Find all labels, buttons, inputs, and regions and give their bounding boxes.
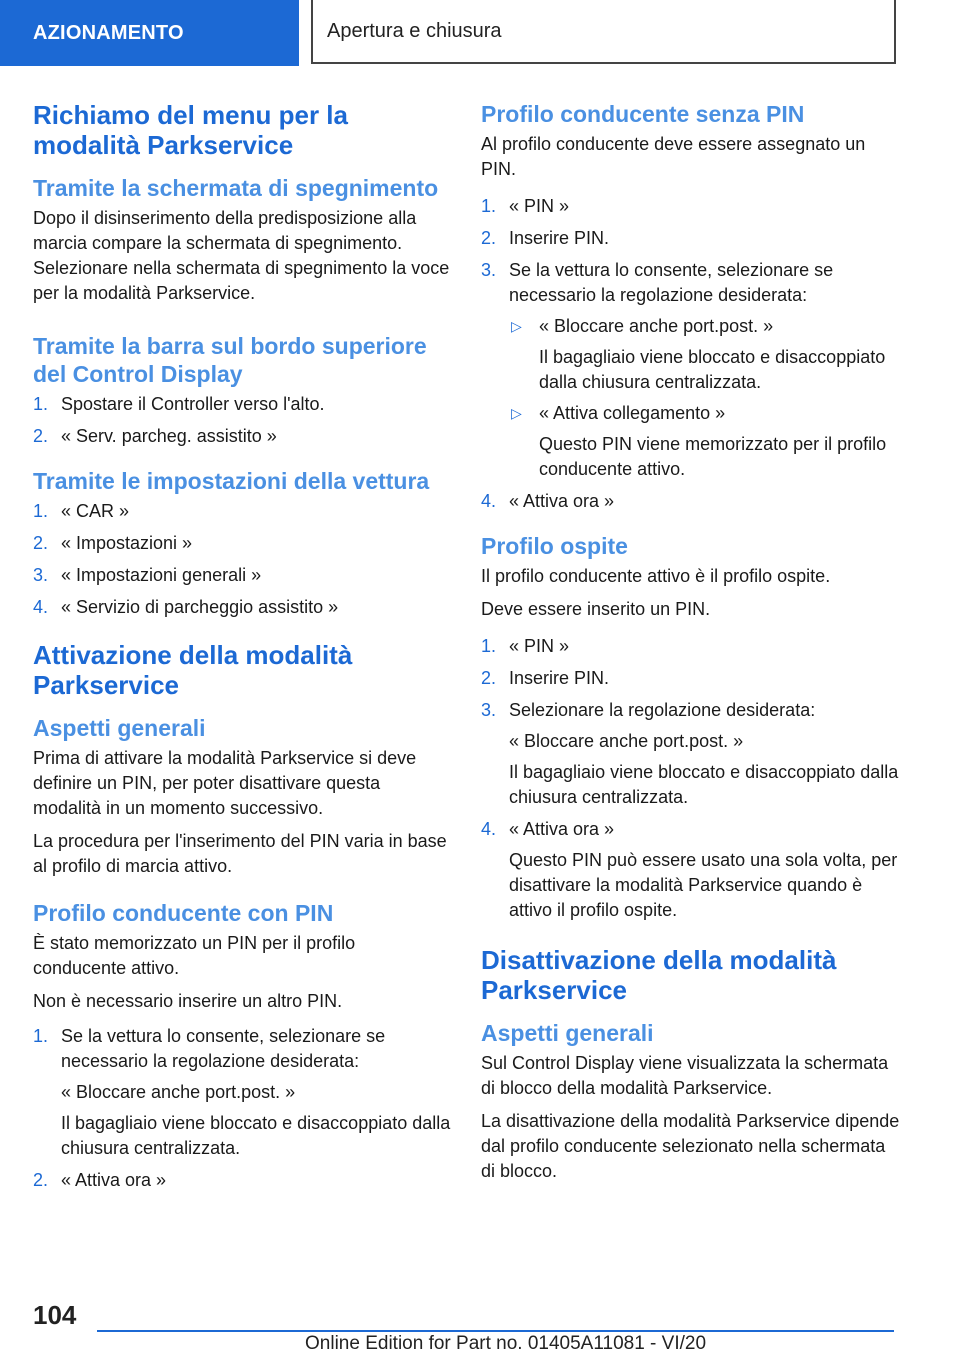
heading-menu-call: Richiamo del menu per la modalità Parkservice	[33, 100, 348, 160]
paragraph: Il profilo conducente attivo è il profilo ospite.	[481, 566, 831, 586]
paragraph: Dopo il disinserimento della predisposizione alla marcia compare la schermata di spegnimento. Selezionare nella schermata di spegnimento la voce per la modalità Parkservice.	[33, 208, 450, 303]
chapter-header	[311, 0, 896, 64]
triangle-bullet-icon: ▷	[511, 405, 522, 421]
option-item: ▷ « Bloccare anche port.post. » Il bagagliaio viene bloccato e disaccoppiato dalla chiusura centralizzata.	[511, 316, 886, 392]
step-number: 1.	[33, 1026, 49, 1046]
heading-deactivation: Disattivazione della modalità Parkservice	[481, 945, 837, 1005]
heading-top-bar: Tramite la barra sul bordo superiore del Control Display	[33, 333, 427, 387]
steps-list-settings	[33, 499, 453, 620]
edition-note: Online Edition for Part no. 01405A11081 - VI/20	[305, 1333, 707, 1354]
paragraph: La procedura per l'inserimento del PIN varia in base al profilo di marcia attivo.	[33, 831, 447, 876]
step-number: 4.	[33, 597, 49, 617]
step-number: 2.	[481, 668, 497, 688]
paragraph: Prima di attivare la modalità Parkservice si deve definire un PIN, per poter disattivare questa modalità in un momento successivo.	[33, 748, 417, 818]
section-label: AZIONAMENTO	[33, 21, 184, 44]
list-item: 1. « CAR »	[33, 499, 453, 524]
page-number: 104	[33, 1300, 77, 1330]
chapter-title: Apertura e chiusura	[327, 19, 502, 42]
list-item: 2. « Impostazioni »	[33, 531, 453, 556]
step-number: 4.	[481, 491, 497, 511]
paragraph: La disattivazione della modalità Parkservice dipende dal profilo conducente selezionato nella schermata di blocco.	[481, 1111, 900, 1181]
list-item: 4. « Servizio di parcheggio assistito »	[33, 595, 453, 620]
step-number: 2.	[33, 1170, 49, 1190]
steps-list-guest	[481, 634, 901, 923]
paragraph: Sul Control Display viene visualizzata la schermata di blocco della modalità Parkservice.	[481, 1053, 889, 1098]
right-column	[481, 100, 901, 1192]
option-list	[509, 314, 901, 482]
list-item: 2. Inserire PIN.	[481, 226, 901, 251]
steps-list-top-bar	[33, 392, 453, 449]
steps-list-with-pin	[33, 1024, 453, 1193]
paragraph: Al profilo conducente deve essere assegnato un PIN.	[481, 134, 866, 179]
triangle-bullet-icon: ▷	[511, 318, 522, 334]
list-item: 3. Selezionare la regolazione desiderata: « Bloccare anche port.post. » Il bagagliaio viene bloccato e disaccoppiato dalla chiusura centralizzata.	[481, 700, 899, 807]
step-number: 2.	[33, 533, 49, 553]
step-number: 2.	[33, 426, 49, 446]
step-number: 1.	[481, 636, 497, 656]
list-item: 1. Se la vettura lo consente, selezionare se necessario la regolazione desiderata: « Bloccare anche port.post. » Il bagagliaio viene bloccato e disaccoppiato dalla chiusura centralizzata.	[33, 1026, 451, 1158]
option-item: ▷ « Attiva collegamento » Questo PIN viene memorizzato per il profilo conducente attivo.	[511, 403, 887, 479]
step-number: 1.	[33, 501, 49, 521]
heading-vehicle-settings: Tramite le impostazioni della vettura	[33, 468, 430, 494]
step-number: 1.	[481, 196, 497, 216]
heading-profile-without-pin: Profilo conducente senza PIN	[481, 101, 805, 127]
list-item: 4. « Attiva ora » Questo PIN può essere usato una sola volta, per disattivare la modalità Parkservice quando è attivo il profilo ospite.	[481, 819, 898, 920]
list-item: 4. « Attiva ora »	[481, 489, 901, 514]
list-item: 3. « Impostazioni generali »	[33, 563, 453, 588]
paragraph: Non è necessario inserire un altro PIN.	[33, 991, 343, 1011]
step-number: 3.	[33, 565, 49, 585]
paragraph: È stato memorizzato un PIN per il profilo conducente attivo.	[33, 933, 356, 978]
left-column	[33, 100, 453, 1205]
section-tab	[0, 0, 299, 66]
step-number: 2.	[481, 228, 497, 248]
list-item: 2. Inserire PIN.	[481, 666, 901, 691]
heading-guest-profile: Profilo ospite	[481, 533, 628, 559]
list-item: 1. Spostare il Controller verso l'alto.	[33, 392, 453, 417]
step-number: 4.	[481, 819, 497, 839]
step-number: 1.	[33, 394, 49, 414]
heading-general-aspects: Aspetti generali	[481, 1020, 654, 1046]
heading-shutdown-screen: Tramite la schermata di spegnimento	[33, 175, 439, 201]
heading-profile-with-pin: Profilo conducente con PIN	[33, 900, 334, 926]
footer-divider	[97, 1330, 894, 1332]
step-number: 3.	[481, 260, 497, 280]
list-item: 2. « Serv. parcheg. assistito »	[33, 424, 453, 449]
steps-list-without-pin	[481, 194, 901, 514]
heading-general-aspects: Aspetti generali	[33, 715, 206, 741]
heading-activation: Attivazione della modalità Parkservice	[33, 640, 353, 700]
list-item: 1. « PIN »	[481, 634, 901, 659]
step-number: 3.	[481, 700, 497, 720]
list-item: 1. « PIN »	[481, 194, 901, 219]
list-item: 2. « Attiva ora »	[33, 1168, 453, 1193]
paragraph: Deve essere inserito un PIN.	[481, 599, 711, 619]
list-item: 3. Se la vettura lo consente, selezionare se necessario la regolazione desiderata: ▷ « Bloccare anche port.post. » Il bagagliaio viene bloccato e disaccoppiato dalla chiusura centralizzata. ▷ « Attiva collegamento » Questo PIN viene memorizzato per il profilo conducente attivo.	[481, 258, 901, 482]
